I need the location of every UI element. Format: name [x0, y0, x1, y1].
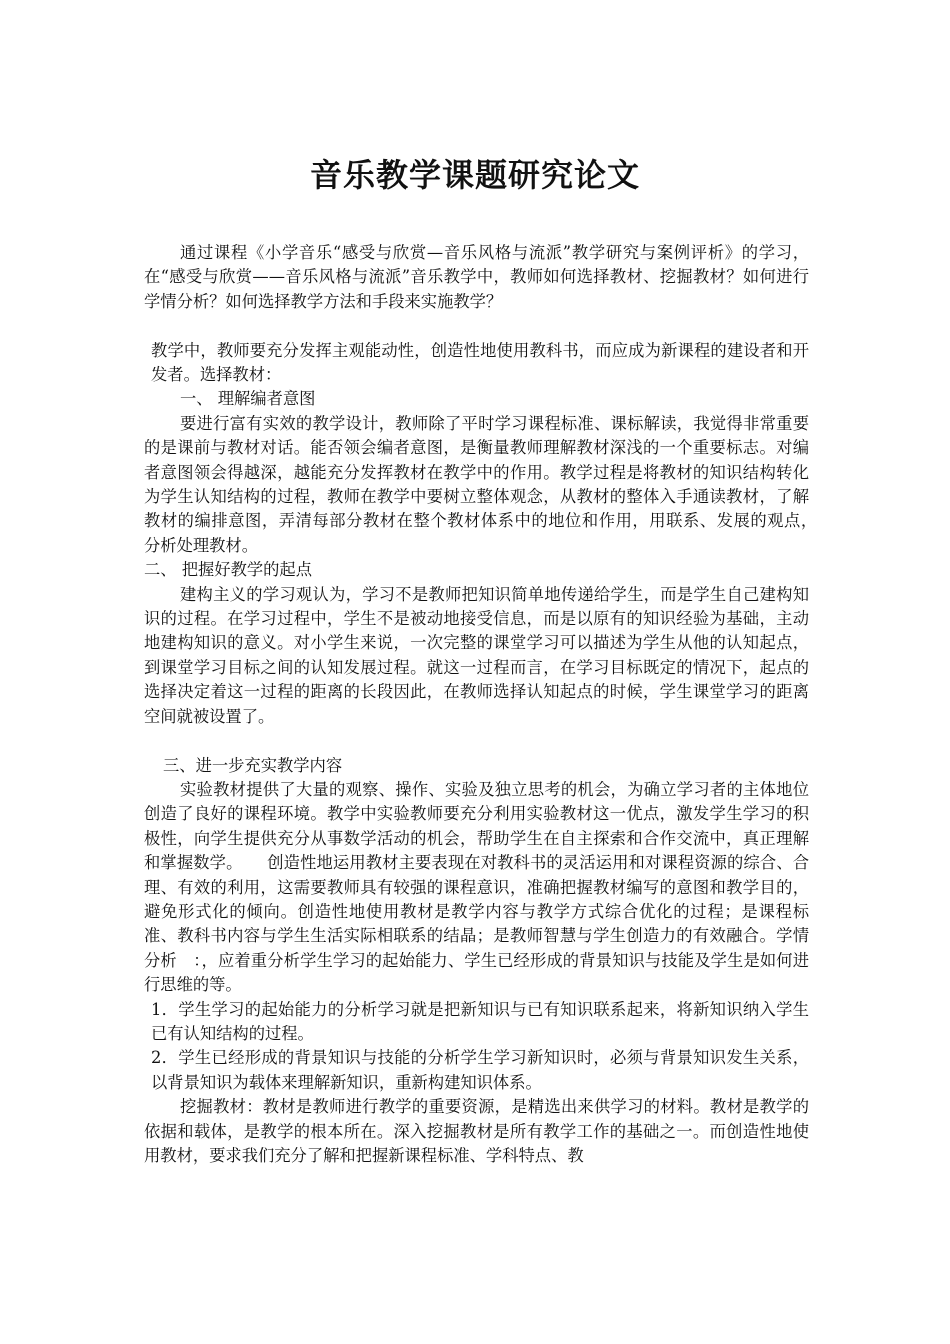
section-heading-1: 一、 理解编者意图 [180, 389, 316, 409]
section-3-paragraph: 实验教材提供了大量的观察、操作、实验及独立思考的机会，为确立学习者的主体地位创造了良好的课程环境。教学中实验教师要充分利用实验教材这一优点，激发学生学习的积极性，向学生提供充分从事数学活动的机会，帮助学生在自主探索和合作交流中，真正理解和掌握数学。 创造性地运用教材主要表现在对教科书的灵活运用和对课程资源的综合、合理、有效的利用，这需要教师具有较强的课程意识，准确把握教材编写的意图和教学目的，避免形式化的倾向。创造性地使用教材是教学内容与教学方式综合优化的过程；是课程标准、教科书内容与学生生活实际相联系的结晶；是教师智慧与学生创造力的有效融合。学情分析 ：，应着重分析学生学习的起始能力、学生已经形成的背景知识与技能及学生是如何进行思维的等。 [144, 779, 809, 995]
paragraph-gap [144, 314, 809, 338]
document-title: 音乐教学课题研究论文 [309, 156, 640, 194]
section-1-paragraph: 要进行富有实效的教学设计，教师除了平时学习课程标准、课标解读，我觉得非常重要的是课前与教材对话。能否领会编者意图，是衡量教师理解教材深浅的一个重要标志。对编者意图领会得越深，越能充分发挥教材在教学中的作用。教学过程是将教材的知识结构转化为学生认知结构的过程，教师在教学中要树立整体观念，从教材的整体入手通读教材，了解教材的编排意图，弄清每部分教材在整个教材体系中的地位和作用，用联系、发展的观点， 分析处理教材。 [144, 413, 826, 555]
paragraph-gap [144, 729, 809, 753]
numbered-item-1: 1．学生学习的起始能力的分析学习就是把新知识与已有知识联系起来，将新知识纳入学生已有认知结构的过程。 [151, 999, 809, 1043]
section-2-paragraph: 建构主义的学习观认为，学习不是教师把知识简单地传递给学生，而是学生自己建构知识的过程。在学习过程中，学生不是被动地接受信息，而是以原有的知识经验为基础，主动地建构知识的意义。对小学生来说，一次完整的课堂学习可以描述为学生从他的认知起点，到课堂学习目标之间的认知发展过程。就这一过程而言，在学习目标既定的情况下，起点的选择决定着这一过程的距离的长段因此，在教师选择认知起点的时候，学生课堂学习的距离空间就被设置了。 [144, 584, 809, 726]
mining-materials-paragraph: 挖掘教材：教材是教师进行教学的重要资源，是精选出来供学习的材料。教材是教学的依据和载体，是教学的根本所在。深入挖掘教材是所有教学工作的基础之一。而创造性地使用教材，要求我们充分了解和把握新课程标准、学科特点、教 [144, 1097, 809, 1165]
section-heading-3: 三、进一步充实教学内容 [163, 755, 343, 775]
numbered-item-2: 2．学生已经形成的背景知识与技能的分析学生学习新知识时，必须与背景知识发生关系，以背景知识为载体来理解新知识，重新构建知识体系。 [151, 1048, 809, 1092]
document-body [144, 241, 826, 1168]
teaching-paragraph: 教学中，教师要充分发挥主观能动性，创造性地使用教科书，而应成为新课程的建设者和开发者。选择教材： [151, 340, 809, 385]
section-heading-2: 二、 把握好教学的起点 [144, 560, 312, 580]
intro-paragraph: 通过课程《小学音乐“感受与欣赏—音乐风格与流派”教学研究与案例评析》的学习，在“感受与欣赏——音乐风格与流派”音乐教学中，教师如何选择教材、挖掘教材？如何进行学情分析？如何选择教学方法和手段来实施教学？ [144, 243, 809, 311]
